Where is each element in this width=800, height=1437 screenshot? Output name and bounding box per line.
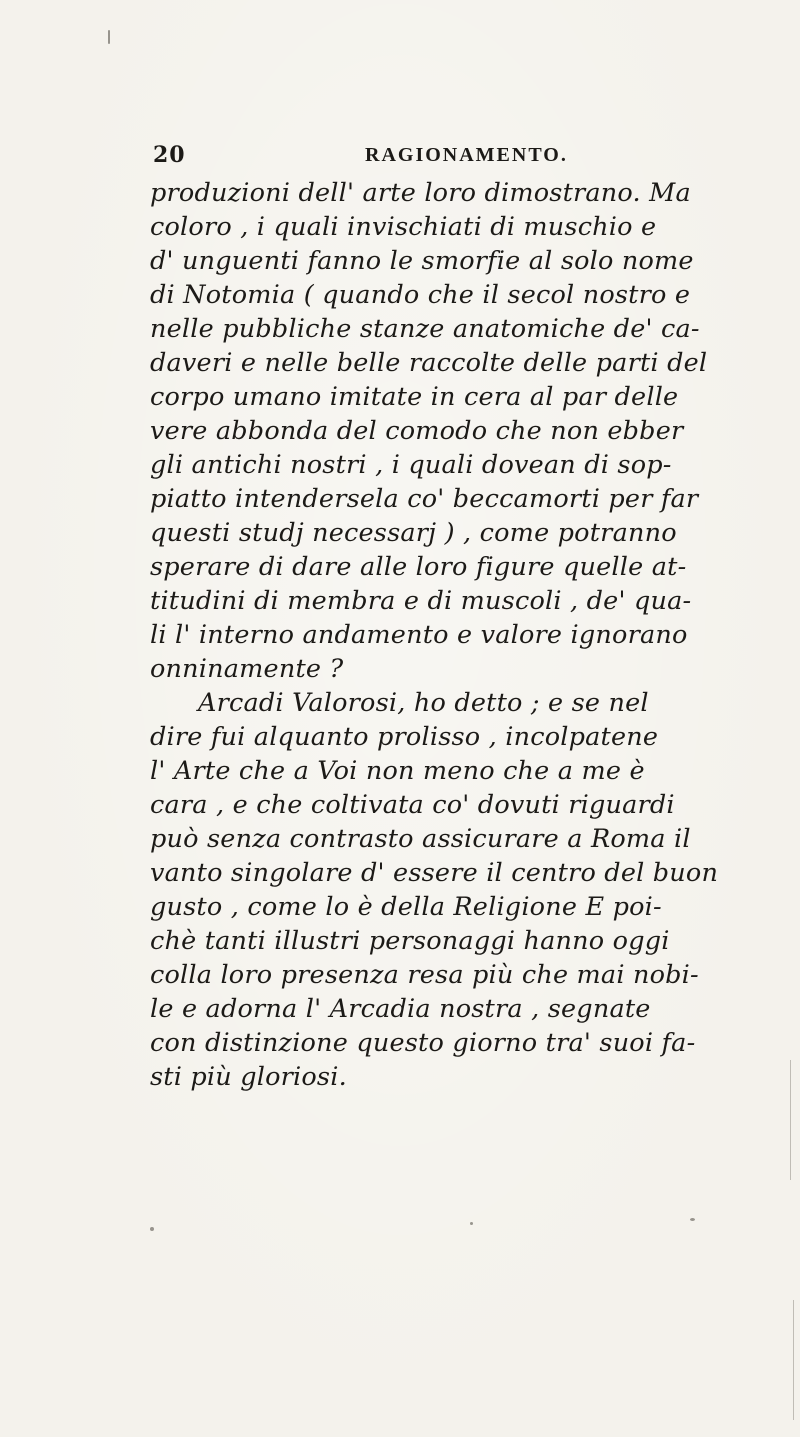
text-line: coloro , i quali invischiati di muschio e	[150, 212, 657, 242]
text-line: dire fui alquanto prolisso , incolpatene	[150, 722, 659, 752]
page-edge-mark	[790, 1060, 791, 1180]
paper-speck	[470, 1222, 473, 1225]
text-line: d' unguenti fanno le smorfie al solo nome	[150, 246, 694, 276]
text-line: piatto intendersela co' beccamorti per far	[150, 484, 699, 514]
text-line: di Notomia ( quando che il secol nostro e	[150, 280, 691, 310]
running-title: RAGIONAMENTO.	[365, 144, 568, 166]
text-line: titudini di membra e di muscoli , de' qua-	[150, 586, 692, 616]
text-line: sperare di dare alle loro figure quelle at-	[150, 552, 687, 582]
text-line: onninamente ?	[150, 654, 344, 684]
text-line: Arcadi Valorosi, ho detto ; e se nel	[198, 688, 649, 718]
text-line: produzioni dell' arte loro dimostrano. Ma	[150, 178, 691, 208]
text-line: li l' interno andamento e valore ignorano	[150, 620, 688, 650]
text-line: gusto , come lo è della Religione E poi-	[150, 892, 662, 922]
text-line: questi studj necessarj ) , come potranno	[150, 518, 677, 548]
text-line: può senza contrasto assicurare a Roma il	[150, 824, 691, 854]
text-line: vere abbonda del comodo che non ebber	[150, 416, 684, 446]
text-line: vanto singolare d' essere il centro del buon	[150, 858, 719, 888]
text-line: corpo umano imitate in cera al par delle	[150, 382, 679, 412]
text-line: sti più gloriosi.	[150, 1062, 347, 1092]
paper-speck	[150, 1227, 154, 1231]
text-line: con distinzione questo giorno tra' suoi fa-	[150, 1028, 696, 1058]
text-line: le e adorna l' Arcadia nostra , segnate	[150, 994, 651, 1024]
paper-speck	[690, 1218, 695, 1221]
text-line: cara , e che coltivata co' dovuti riguardi	[150, 790, 675, 820]
text-line: chè tanti illustri personaggi hanno oggi	[150, 926, 670, 956]
text-line: l' Arte che a Voi non meno che a me è	[150, 756, 645, 786]
paper-speck	[108, 30, 110, 44]
body-text	[150, 176, 790, 1094]
page-edge-mark	[793, 1300, 794, 1420]
text-line: daveri e nelle belle raccolte delle parti del	[150, 348, 708, 378]
text-line: gli antichi nostri , i quali dovean di sop-	[150, 450, 672, 480]
text-line: colla loro presenza resa più che mai nobi-	[150, 960, 699, 990]
page-header	[153, 140, 653, 176]
text-line: nelle pubbliche stanze anatomiche de' ca-	[150, 314, 700, 344]
page-number: 20	[153, 142, 186, 168]
